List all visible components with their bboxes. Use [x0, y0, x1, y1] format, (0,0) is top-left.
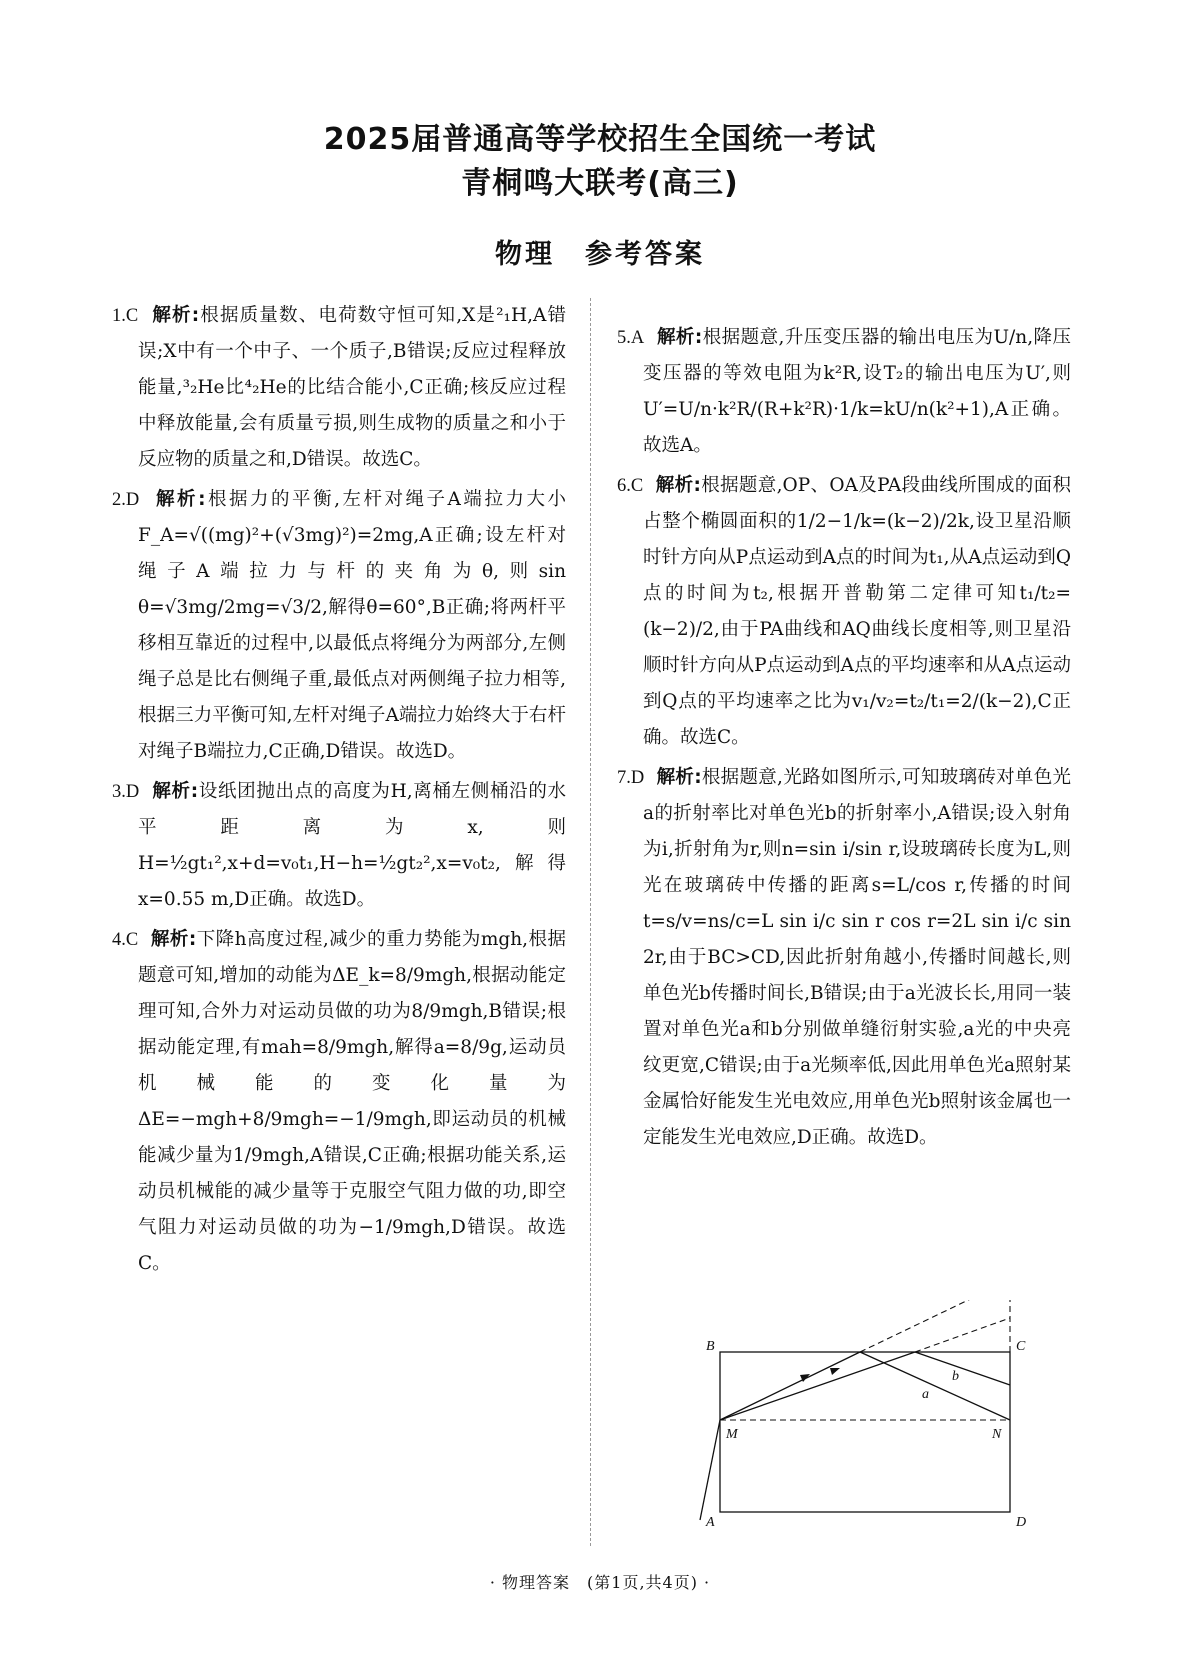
answer-label: 解析:: [156, 489, 206, 510]
answer-label: 解析:: [150, 929, 197, 950]
answer-item-4: [112, 922, 566, 1282]
label-D: D: [1016, 1515, 1027, 1530]
answer-label: 解析:: [655, 475, 701, 496]
left-column: [112, 298, 566, 1286]
reflected-ray-b: [915, 1352, 1010, 1385]
answer-item-6: [617, 468, 1071, 756]
answer-text: 设纸团抛出点的高度为H,离桶左侧桶沿的水平距离为x,则H=½gt₁²,x+d=v₀t₁,H−h=½gt₂²,x=v₀t₂,解得x=0.55 m,D正确。故选D。: [138, 781, 567, 910]
answer-number: 7.D: [617, 768, 645, 788]
label-A: A: [706, 1515, 715, 1530]
label-ray-a: a: [922, 1387, 929, 1402]
answer-number: 1.C: [112, 306, 139, 326]
page-footer: · 物理答案 (第1页,共4页) ·: [489, 1573, 711, 1592]
answer-label: 解析:: [656, 327, 703, 348]
answer-number: 4.C: [112, 930, 139, 950]
dashed-extension-b: [915, 1318, 1010, 1352]
answer-text: 根据质量数、电荷数守恒可知,X是²₁H,A错误;X中有一个中子、一个质子,B错误;反应过程释放能量,³₂He比⁴₂He的比结合能小,C正确;核反应过程中释放能量,会有质量亏损,则生成物的质量之和小于反应物的质量之和,D错误。故选C。: [138, 305, 566, 470]
answer-item-7: [617, 760, 1071, 1156]
optics-diagram: [690, 1300, 1080, 1540]
incident-ray: [700, 1420, 720, 1520]
answer-item-5: [617, 320, 1071, 464]
label-N: N: [992, 1427, 1002, 1442]
answer-label: 解析:: [656, 767, 702, 788]
answer-text: 根据题意,OP、OA及PA段曲线所围成的面积占整个椭圆面积的1/2−1/k=(k−2)/2k,设卫星沿顺时针方向从P点运动到A点的时间为t₁,从A点运动到Q点的时间为t₂,根据开普勒第二定律可知t₁/t₂=(k−2)/2,由于PA曲线和AQ曲线长度相等,则卫星沿顺时针方向从P点运动到A点的平均速率和从A点运动到Q点的平均速率之比为v₁/v₂=t₂/t₁=2/(k−2),C正确。故选C。: [643, 475, 1071, 748]
column-divider: [590, 298, 591, 1546]
answer-number: 2.D: [112, 490, 140, 510]
answer-item-3: [112, 774, 566, 918]
reflected-ray-a: [860, 1352, 1010, 1420]
answer-label: 解析:: [152, 305, 200, 326]
answer-label: 解析:: [152, 781, 199, 802]
refracted-ray-b: [720, 1352, 915, 1420]
answer-item-2: [112, 482, 566, 770]
answer-text: 根据题意,光路如图所示,可知玻璃砖对单色光a的折射率比对单色光b的折射率小,A错误;设入射角为i,折射角为r,则n=sin i/sin r,设玻璃砖长度为L,则光在玻璃砖中传播的距离s=L/cos r,传播的时间t=s/v=ns/c=L sin i/c sin r cos r=2L sin i/c sin 2r,由于BC>CD,因此折射角越小,传播时间越长,则单色光b传播时间长,B错误;由于a光波长长,用同一装置对单色光a和b分别做单缝衍射实验,a光的中央亮纹更宽,C错误;由于a光频率低,因此用单色光a照射某金属恰好能发生光电效应,用单色光b照射该金属也一定能发生光电效应,D正确。故选D。: [643, 767, 1071, 1148]
label-ray-b: b: [952, 1369, 959, 1384]
answer-item-1: [112, 298, 566, 478]
right-column: [617, 320, 1071, 1160]
dashed-extension-a: [860, 1300, 1010, 1352]
page-title: 物理 参考答案: [495, 239, 705, 270]
answer-number: 6.C: [617, 476, 644, 496]
answer-number: 5.A: [617, 328, 645, 348]
label-B: B: [706, 1339, 715, 1354]
label-C: C: [1016, 1339, 1026, 1354]
label-M: M: [726, 1427, 738, 1442]
refracted-ray-a: [720, 1352, 860, 1420]
glass-brick-outline: [720, 1352, 1010, 1512]
answer-number: 3.D: [112, 782, 140, 802]
arrow-head-b: [830, 1368, 840, 1375]
exam-subtitle: 青桐鸣大联考(高三): [461, 166, 739, 201]
page-header: [0, 118, 1200, 206]
exam-title: 2025届普通高等学校招生全国统一考试: [323, 122, 877, 157]
answer-text: 下降h高度过程,减少的重力势能为mgh,根据题意可知,增加的动能为ΔE_k=8/9mgh,根据动能定理可知,合外力对运动员做的功为8/9mgh,B错误;根据动能定理,有mah=8/9mgh,解得a=8/9g,运动员机械能的变化量为ΔE=−mgh+8/9mgh=−1/9mgh,即运动员的机械能减少量为1/9mgh,A错误,C正确;根据功能关系,运动员机械能的减少量等于克服空气阻力做的功,即空气阻力对运动员做的功为−1/9mgh,D错误。故选C。: [138, 929, 566, 1274]
answer-text: 根据题意,升压变压器的输出电压为U/n,降压变压器的等效电阻为k²R,设T₂的输出电压为U′,则U′=U/n·k²R/(R+k²R)·1/k=kU/n(k²+1),A正确。故选A。: [643, 327, 1071, 456]
answer-text: 根据力的平衡,左杆对绳子A端拉力大小F_A=√((mg)²+(√3mg)²)=2mg,A正确;设左杆对绳子A端拉力与杆的夹角为θ,则sin θ=√3mg/2mg=√3/2,解得θ=60°,B正确;将两杆平移相互靠近的过程中,以最低点将绳分为两部分,左侧绳子总是比右侧绳子重,最低点对两侧绳子拉力相等,根据三力平衡可知,左杆对绳子A端拉力始终大于右杆对绳子B端拉力,C正确,D错误。故选D。: [138, 489, 566, 762]
